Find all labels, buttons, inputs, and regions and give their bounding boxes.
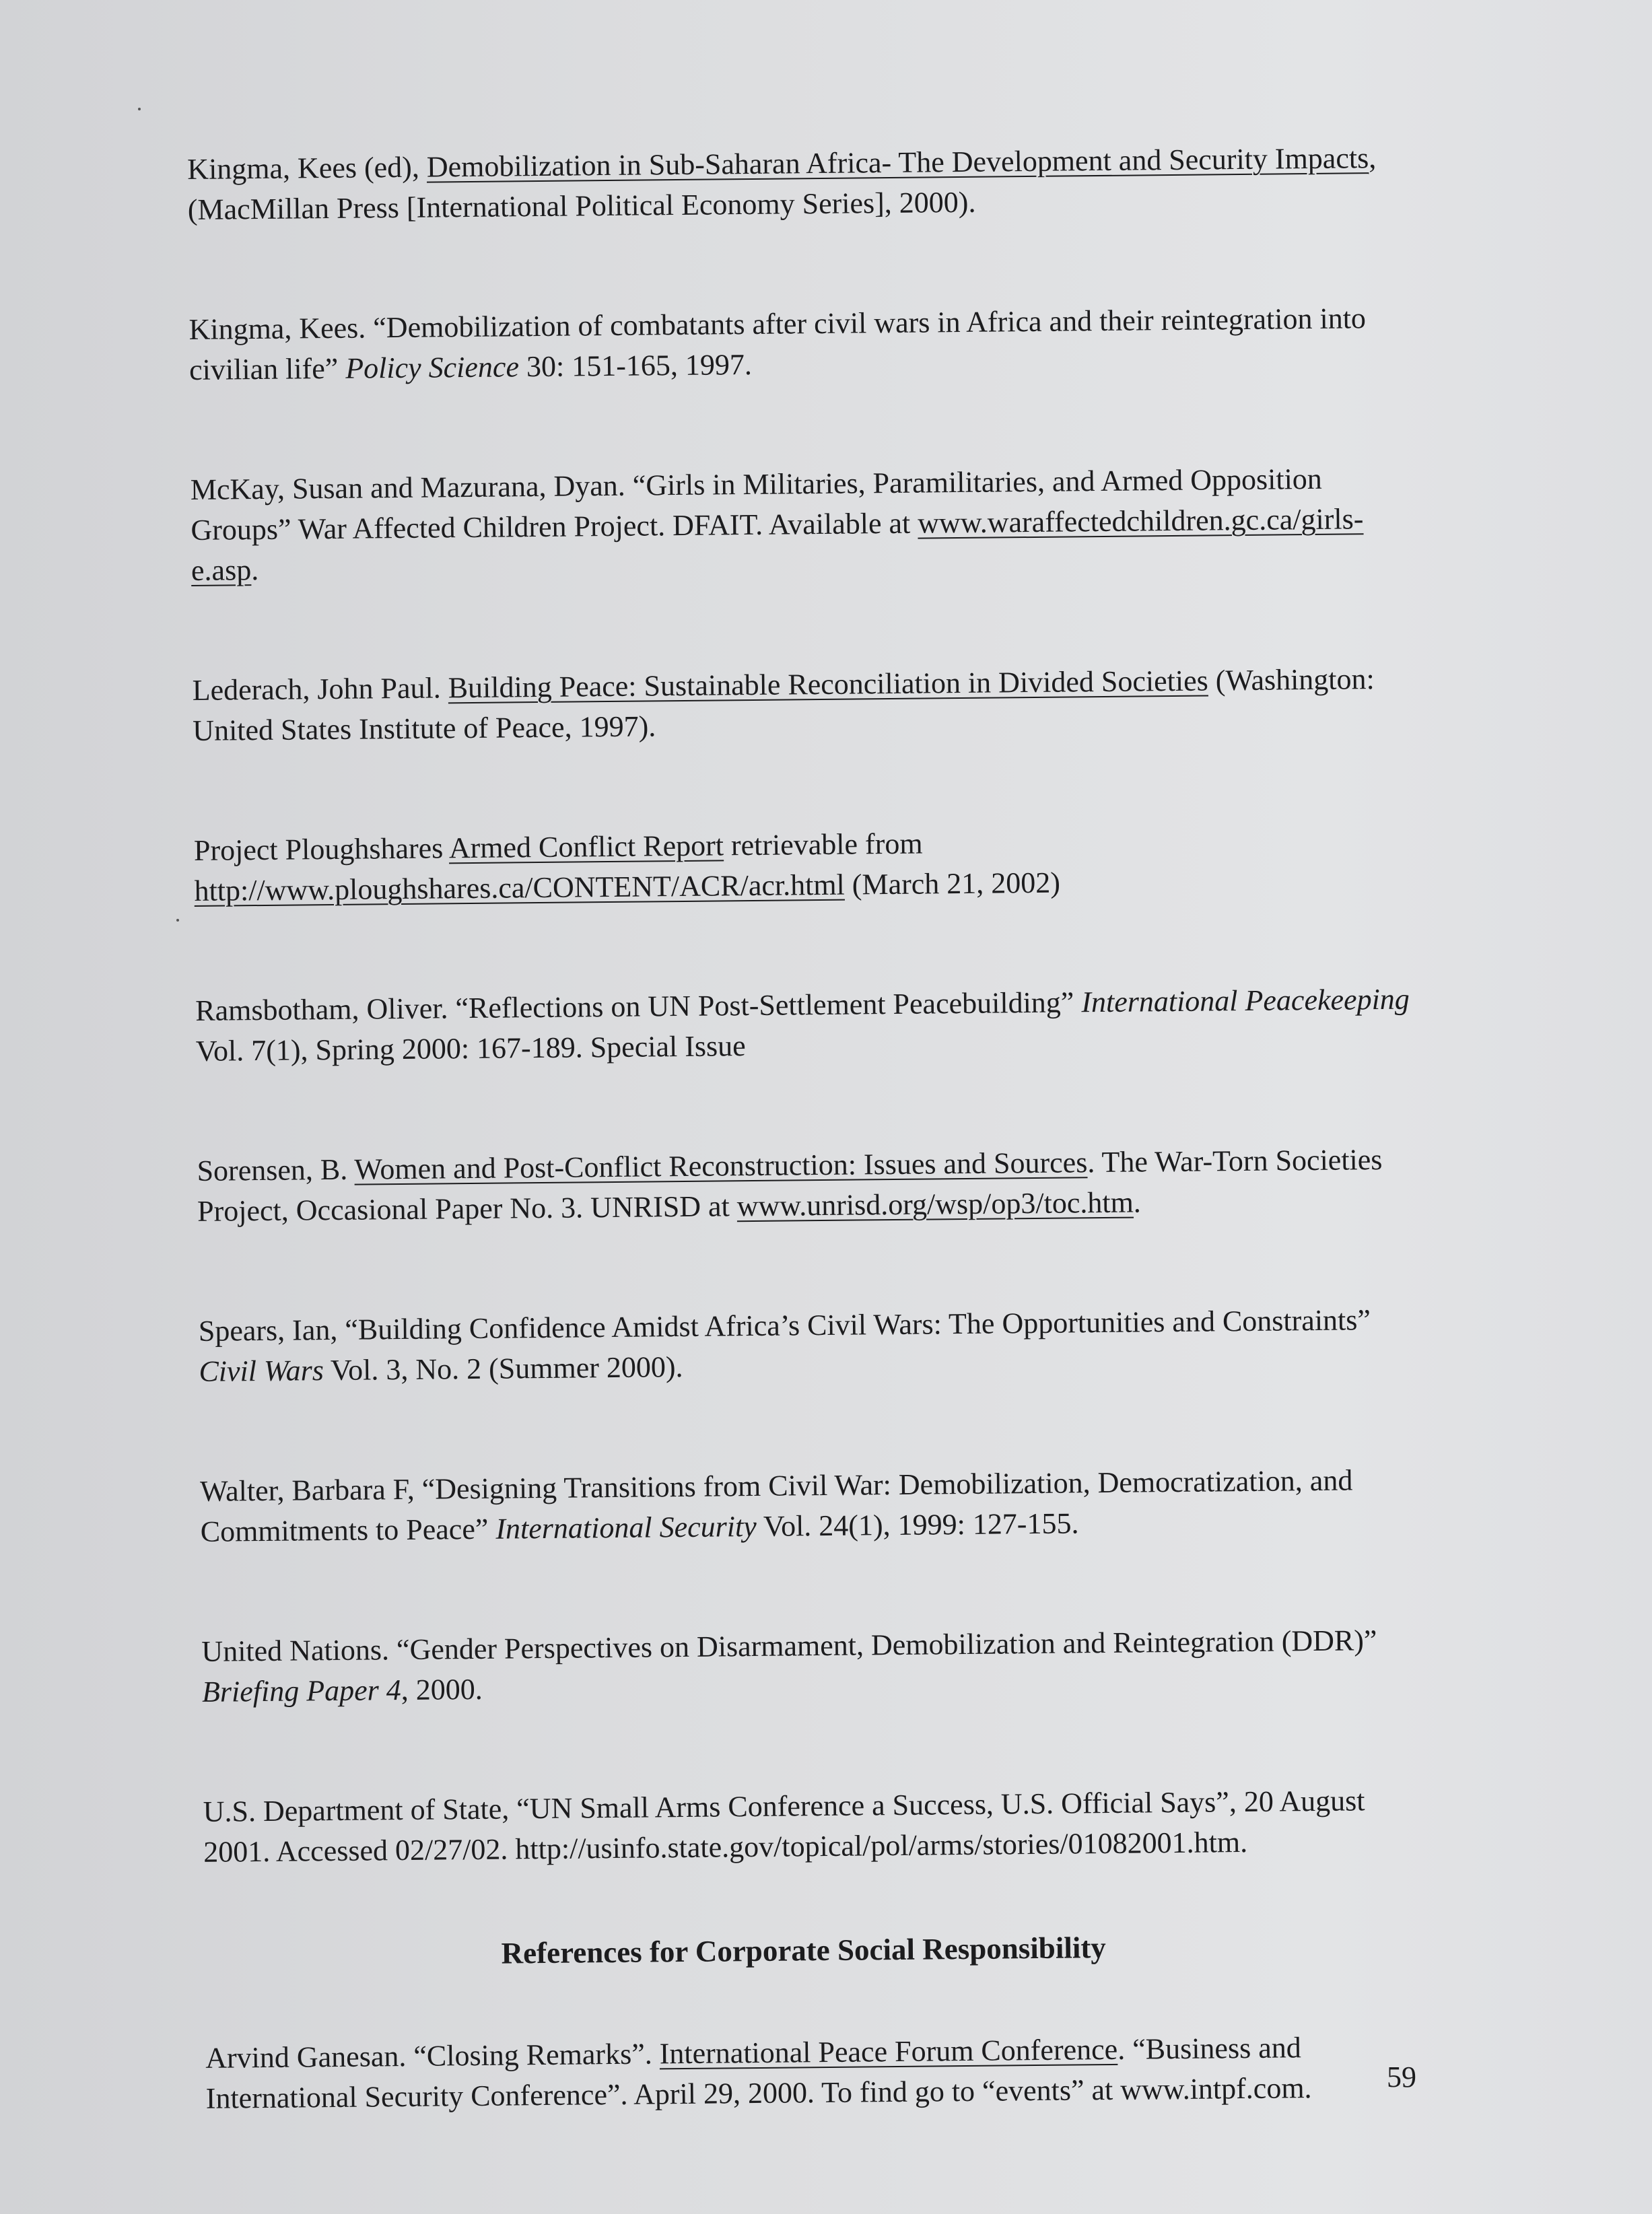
ref-url-underlined: http://www.ploughshares.ca/CONTENT/ACR/acr.html: [194, 868, 846, 907]
ref-text: Kingma, Kees (ed),: [187, 150, 427, 186]
ref-text: United Nations. “Gender Perspectives on Disarmament, Demobilization and Reintegration (DDR)”: [201, 1624, 1385, 1668]
ref-text: retrievable from: [723, 827, 930, 862]
ref-url-underlined: www.waraffectedchildren.gc.ca/girls-e.asp: [191, 502, 1364, 587]
ref-title-underlined: Demobilization in Sub-Saharan Africa- The Development and Security Impacts: [426, 141, 1369, 184]
ref-text: (March 21, 2002): [844, 866, 1061, 901]
reference-entry-spears: [199, 1299, 1424, 1391]
ref-text: Vol. 24(1), 1999: 127-155.: [756, 1507, 1079, 1543]
ref-text: Arvind Ganesan. “Closing Remarks”.: [205, 2037, 660, 2075]
ref-journal-italic: International Security: [495, 1509, 757, 1546]
ref-text: Ramsbotham, Oliver. “Reflections on UN Post-Settlement Peacebuilding”: [195, 985, 1082, 1027]
ref-journal-italic: Policy Science: [345, 350, 520, 385]
page-content: [187, 138, 1432, 2199]
ref-text: . “Business and International Security Conference”. April 29, 2000. To find go to “events” at www.intpf.com.: [205, 2031, 1312, 2115]
ref-journal-italic: International Peacekeeping: [1081, 982, 1410, 1019]
reference-entry-ploughshares: [194, 819, 1420, 911]
ref-text: Vol. 3, No. 2 (Summer 2000).: [323, 1350, 683, 1387]
scan-speck: [176, 919, 179, 922]
reference-entry-mckay: [191, 458, 1417, 591]
reference-entry-sorensen: [197, 1139, 1422, 1231]
ref-text: .: [1133, 1185, 1142, 1219]
reference-entry-ramsbotham: [195, 979, 1421, 1071]
reference-entry-walter: [200, 1459, 1426, 1552]
reference-entry-us-state-department: [203, 1780, 1429, 1872]
ref-journal-italic: Civil Wars: [199, 1354, 324, 1388]
ref-text: .: [250, 553, 259, 587]
ref-text: Vol. 7(1), Spring 2000: 167-189. Special Issue: [195, 982, 1417, 1068]
ref-text: U.S. Department of State, “UN Small Arms Conference a Success, U.S. Official Says”, 20 August 2001. Accessed 02/27/02. http://usinfo.state.gov/topical/pol/arms/stories/01082001.htm.: [203, 1784, 1373, 1869]
reference-entry-kingma: [188, 298, 1414, 390]
ref-url-underlined: www.unrisd.org/wsp/op3/toc.htm: [736, 1185, 1134, 1223]
ref-text: , (MacMillan Press [International Political Economy Series], 2000).: [187, 141, 1384, 226]
ref-text: (Washington: United States Institute of Peace, 1997).: [193, 662, 1382, 747]
scan-speck: [138, 108, 141, 110]
ref-title-underlined: Women and Post-Conflict Reconstruction: Issues and Sources: [354, 1146, 1088, 1186]
ref-text: Walter, Barbara F, “Designing Transitions from Civil War: Demobilization, Democratization, and Commitments to Peace”: [199, 1463, 1361, 1548]
page-number: 59: [1387, 2061, 1416, 2094]
ref-text: , 2000.: [401, 1672, 483, 1707]
ref-text: Kingma, Kees. “Demobilization of combatants after civil wars in Africa and their reintegration into civilian life”: [188, 302, 1374, 386]
ref-title-underlined: International Peace Forum Conference: [659, 2032, 1118, 2071]
reference-entry-kingma-ed: [187, 138, 1413, 230]
section-heading: References for Corporate Social Responsibility: [501, 1931, 1107, 1970]
ref-text: . The War-Torn Societies Project, Occasional Paper No. 3. UNRISD at: [197, 1142, 1390, 1228]
ref-text: Sorensen, B.: [197, 1152, 355, 1187]
ref-text: Spears, Ian, “Building Confidence Amidst Africa’s Civil Wars: The Opportunities and Constraints”: [198, 1303, 1379, 1348]
reference-entry-ganesan: [205, 2026, 1431, 2118]
reference-entry-lederach: [192, 658, 1418, 751]
ref-title-underlined: Armed Conflict Report: [448, 829, 724, 865]
csr-reference-list: [205, 2026, 1431, 2118]
ref-text: Lederach, John Paul.: [192, 671, 448, 707]
ref-text: McKay, Susan and Mazurana, Dyan. “Girls in Militaries, Paramilitaries, and Armed Opposition Groups” War Affected Children Project. DFAIT. Available at: [190, 462, 1330, 547]
ref-journal-italic: Briefing Paper 4: [201, 1673, 401, 1708]
ref-text: Project Ploughshares: [193, 831, 450, 867]
ref-text: 30: 151-165, 1997.: [518, 347, 753, 384]
reference-entry-united-nations: [201, 1620, 1427, 1712]
ref-title-underlined: Building Peace: Sustainable Reconciliation in Divided Societies: [448, 664, 1209, 705]
reference-list: [187, 138, 1429, 1873]
